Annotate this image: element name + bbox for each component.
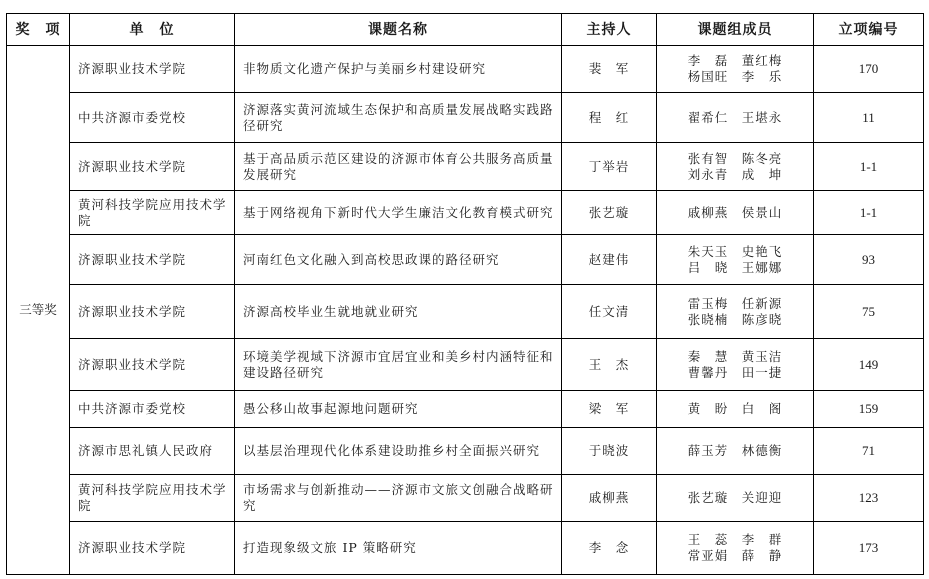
member-line: 雷玉梅 任新源	[687, 295, 783, 311]
member-line: 薛玉芳 林德衡	[687, 443, 783, 458]
host-cell: 赵建伟	[562, 235, 657, 285]
members-cell	[657, 93, 814, 143]
number-cell: 75	[814, 285, 924, 339]
number-cell: 149	[814, 339, 924, 391]
table-row	[7, 93, 924, 143]
unit-cell: 黄河科技学院应用技术学院	[70, 191, 235, 235]
title-cell: 济源高校毕业生就地就业研究	[235, 285, 562, 339]
unit-cell: 济源职业技术学院	[70, 339, 235, 391]
member-line: 翟希仁 王堪永	[687, 109, 783, 125]
header-row	[7, 14, 924, 46]
title-cell: 环境美学视域下济源市宜居宜业和美乡村内涵特征和建设路径研究	[235, 339, 562, 391]
members-cell	[657, 143, 814, 191]
title-cell: 以基层治理现代化体系建设助推乡村全面振兴研究	[235, 428, 562, 475]
unit-cell: 济源职业技术学院	[70, 46, 235, 93]
members-cell	[657, 285, 814, 339]
title-cell: 济源落实黄河流域生态保护和高质量发展战略实践路径研究	[235, 93, 562, 143]
unit-cell: 济源市思礼镇人民政府	[70, 428, 235, 475]
host-cell: 张艺璇	[562, 191, 657, 235]
members-cell	[657, 522, 814, 575]
table-row	[7, 522, 924, 575]
members-cell	[657, 46, 814, 93]
title-cell: 市场需求与创新推动——济源市文旅文创融合战略研究	[235, 475, 562, 522]
header-unit: 单 位	[70, 14, 235, 46]
host-cell: 梁 军	[562, 391, 657, 428]
table-row	[7, 475, 924, 522]
table-row	[7, 143, 924, 191]
table-row	[7, 191, 924, 235]
table-row	[7, 235, 924, 285]
unit-cell: 中共济源市委党校	[70, 391, 235, 428]
unit-cell: 黄河科技学院应用技术学院	[70, 475, 235, 522]
host-cell: 于晓波	[562, 428, 657, 475]
member-line: 李 磊 董红梅	[687, 53, 783, 68]
number-cell: 1-1	[814, 191, 924, 235]
member-line: 吕 晓 王娜娜	[687, 259, 783, 275]
members-cell	[657, 339, 814, 391]
unit-cell: 济源职业技术学院	[70, 285, 235, 339]
number-cell: 93	[814, 235, 924, 285]
table-row	[7, 339, 924, 391]
host-cell: 任文清	[562, 285, 657, 339]
header-number: 立项编号	[814, 14, 924, 46]
member-line: 黄 盼 白 阁	[687, 401, 783, 416]
member-line: 张晓楠 陈彦晓	[687, 311, 783, 327]
number-cell: 1-1	[814, 143, 924, 191]
award-table	[6, 13, 924, 575]
table-row	[7, 46, 924, 93]
title-cell: 非物质文化遗产保护与美丽乡村建设研究	[235, 46, 562, 93]
host-cell: 程 红	[562, 93, 657, 143]
title-cell: 河南红色文化融入到高校思政课的路径研究	[235, 235, 562, 285]
member-line: 秦 慧 黄玉洁	[687, 348, 783, 364]
member-line: 刘永青 成 坤	[687, 166, 783, 182]
member-line: 戚柳燕 侯景山	[687, 204, 783, 220]
member-line: 朱天玉 史艳飞	[687, 243, 783, 259]
host-cell: 丁举岩	[562, 143, 657, 191]
unit-cell: 济源职业技术学院	[70, 143, 235, 191]
title-cell: 基于高品质示范区建设的济源市体育公共服务高质量发展研究	[235, 143, 562, 191]
number-cell: 159	[814, 391, 924, 428]
title-cell: 愚公移山故事起源地问题研究	[235, 391, 562, 428]
member-line: 常亚娟 薛 静	[687, 548, 783, 563]
members-cell	[657, 391, 814, 428]
unit-cell: 济源职业技术学院	[70, 522, 235, 575]
member-line: 王 蕊 李 群	[687, 532, 783, 547]
title-cell: 基于网络视角下新时代大学生廉洁文化教育模式研究	[235, 191, 562, 235]
header-title: 课题名称	[235, 14, 562, 46]
members-cell	[657, 235, 814, 285]
number-cell: 170	[814, 46, 924, 93]
number-cell: 71	[814, 428, 924, 475]
header-members: 课题组成员	[657, 14, 814, 46]
member-line: 张有智 陈冬亮	[687, 150, 783, 166]
member-line: 杨国旺 李 乐	[687, 69, 783, 84]
number-cell: 173	[814, 522, 924, 575]
host-cell: 王 杰	[562, 339, 657, 391]
member-line: 曹馨丹 田一捷	[687, 364, 783, 380]
header-award: 奖 项	[7, 14, 70, 46]
host-cell: 李 念	[562, 522, 657, 575]
host-cell: 戚柳燕	[562, 475, 657, 522]
members-cell	[657, 428, 814, 475]
award-level: 三等奖	[7, 46, 70, 575]
table-row	[7, 285, 924, 339]
number-cell: 123	[814, 475, 924, 522]
unit-cell: 中共济源市委党校	[70, 93, 235, 143]
header-host: 主持人	[562, 14, 657, 46]
member-line: 张艺璇 关迎迎	[687, 490, 783, 505]
members-cell	[657, 191, 814, 235]
host-cell: 裴 军	[562, 46, 657, 93]
table-row	[7, 391, 924, 428]
members-cell	[657, 475, 814, 522]
table-row	[7, 428, 924, 475]
number-cell: 11	[814, 93, 924, 143]
unit-cell: 济源职业技术学院	[70, 235, 235, 285]
title-cell: 打造现象级文旅 IP 策略研究	[235, 522, 562, 575]
